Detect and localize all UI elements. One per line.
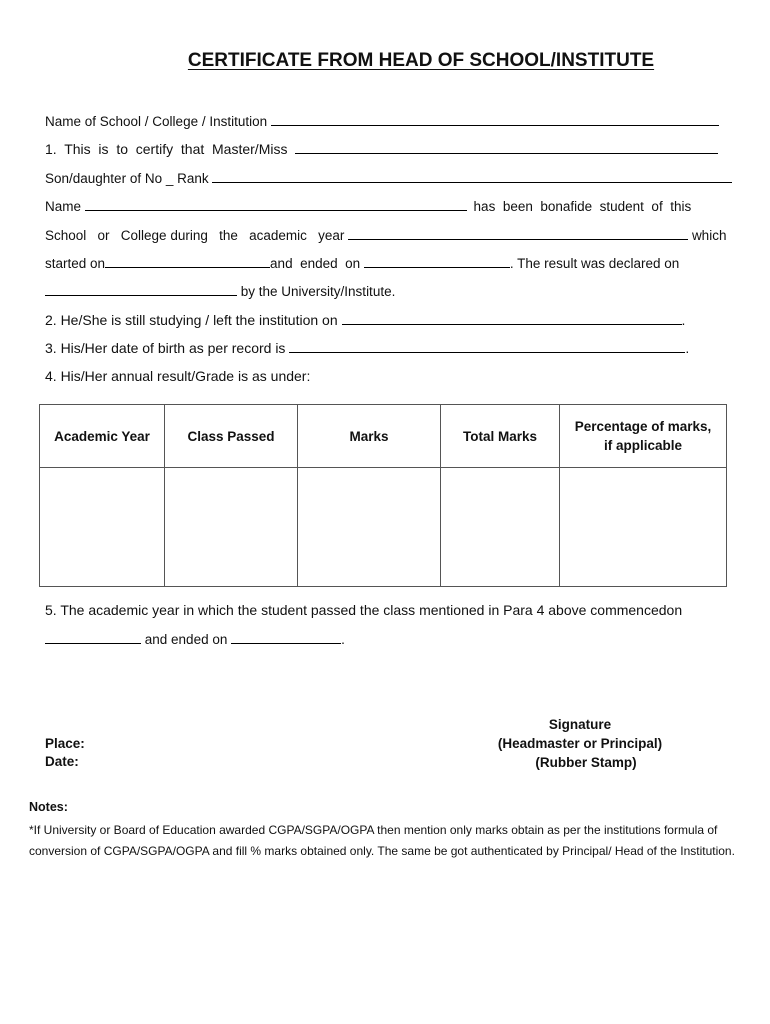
left-institution-blank[interactable] [342, 311, 682, 325]
started-line [45, 254, 679, 273]
table-row [40, 468, 727, 587]
parent-blank[interactable] [212, 169, 732, 183]
headmaster-label: (Headmaster or Principal) [497, 736, 663, 751]
school-name-line [45, 112, 719, 131]
academic-year-label: School or College during the academic year [45, 228, 345, 243]
col-marks: Marks [298, 405, 441, 468]
col-percentage [560, 405, 727, 468]
cell-class-passed[interactable] [165, 468, 298, 587]
item-5-period: . [341, 632, 345, 647]
academic-year-blank[interactable] [348, 226, 688, 240]
commenced-blank[interactable] [45, 630, 141, 644]
item-4-line [45, 367, 310, 385]
name-line [45, 197, 705, 216]
ended-label: and ended on [270, 256, 361, 271]
start-date-blank[interactable] [105, 254, 270, 268]
cell-marks[interactable] [298, 468, 441, 587]
item-3-label: 3. His/Her date of birth as per record is [45, 340, 286, 356]
item-3-period: . [685, 340, 690, 356]
item-5-line [45, 601, 682, 619]
item-2-line [45, 311, 685, 329]
ended-on-blank[interactable] [231, 630, 341, 644]
col-class-passed: Class Passed [165, 405, 298, 468]
bonafide-label: has been bonafide student of this [473, 199, 692, 214]
dob-blank[interactable] [289, 339, 685, 353]
student-name-blank[interactable] [295, 140, 718, 154]
item-5b-label: and ended on [144, 632, 228, 647]
col-academic-year: Academic Year [40, 405, 165, 468]
date-label: Date: [45, 754, 79, 769]
cell-total-marks[interactable] [441, 468, 560, 587]
declared-label: . The result was declared on [509, 256, 680, 271]
signature-label: Signature [548, 717, 612, 732]
page-title: CERTIFICATE FROM HEAD OF SCHOOL/INSTITUTE [187, 50, 655, 71]
item-3-line [45, 339, 689, 357]
name-blank[interactable] [85, 197, 467, 211]
notes-text: *If University or Board of Education awarded CGPA/SGPA/OGPA then mention only marks obtain as per the institutions formula of conversion of CGPA/SGPA/OGPA and fill % marks obtained only. The same be got authenticated by Principal/ Head of the Institution. [29, 823, 735, 858]
university-line [45, 282, 395, 301]
table-header-row [40, 405, 727, 468]
item-4-label: 4. His/Her annual result/Grade is as under: [45, 368, 311, 384]
school-name-label: Name of School / College / Institution [45, 114, 268, 129]
declared-date-blank[interactable] [45, 282, 237, 296]
cell-academic-year[interactable] [40, 468, 165, 587]
certify-label: 1. This is to certify that Master/Miss [45, 141, 288, 157]
rubber-stamp-label: (Rubber Stamp) [535, 755, 637, 770]
university-label: by the University/Institute. [240, 284, 396, 299]
col-total-marks: Total Marks [441, 405, 560, 468]
end-date-blank[interactable] [364, 254, 510, 268]
which-label: which [691, 228, 727, 243]
item-2-period: . [681, 312, 686, 328]
item-2-label: 2. He/She is still studying / left the institution on [45, 312, 338, 328]
notes-heading: Notes: [29, 800, 68, 814]
item-5-label: 5. The academic year in which the student passed the class mentioned in Para 4 above commencedon [45, 602, 683, 618]
name-label: Name [45, 199, 82, 214]
grades-table [39, 404, 727, 587]
place-label: Place: [45, 736, 85, 751]
started-label: started on [45, 256, 106, 271]
son-line [45, 169, 732, 188]
col-percentage-line1: Percentage of marks, [574, 419, 712, 434]
certify-line [45, 140, 718, 158]
son-label: Son/daughter of No _ Rank [45, 171, 209, 186]
cell-percentage[interactable] [560, 468, 727, 587]
item-5b-line [45, 630, 345, 649]
school-name-blank[interactable] [271, 112, 719, 126]
col-percentage-line2: if applicable [603, 438, 683, 453]
academic-year-line [45, 226, 726, 245]
